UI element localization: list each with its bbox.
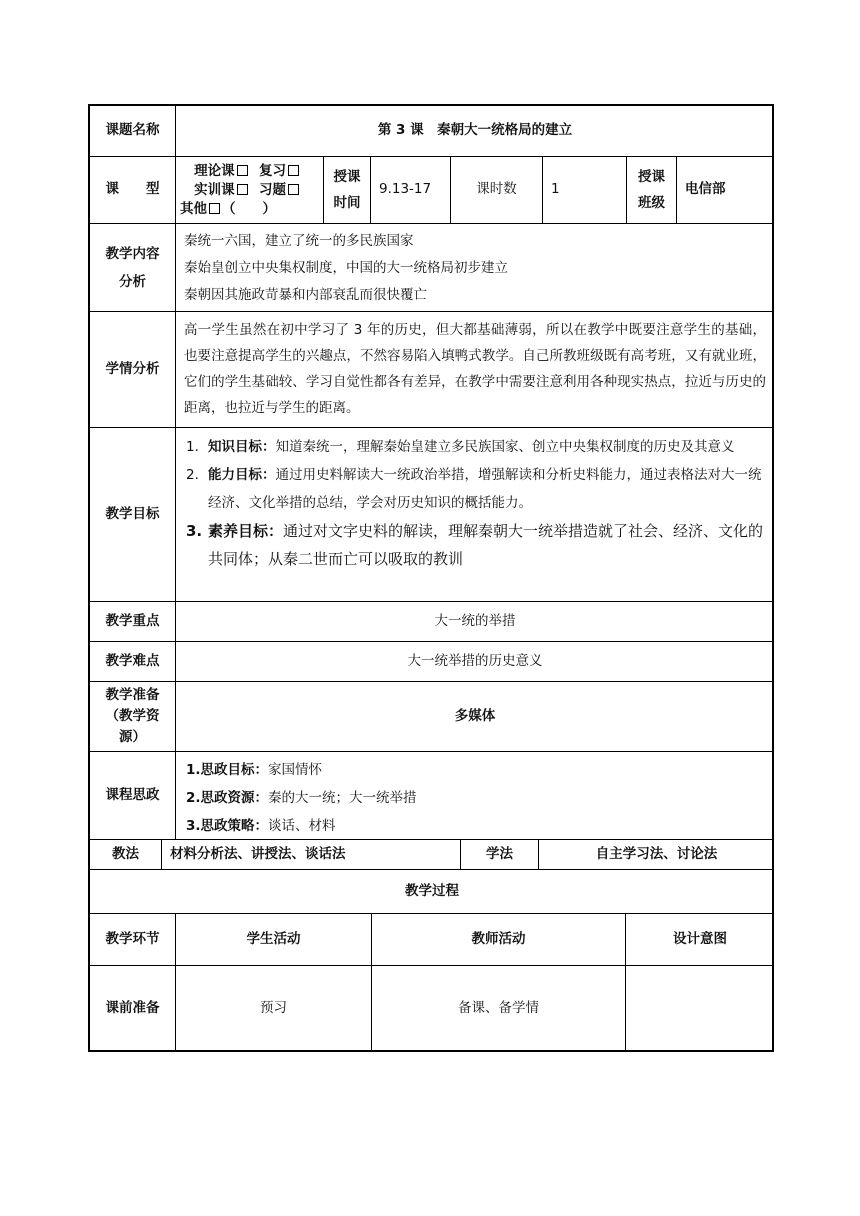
objective-title: 素养目标： xyxy=(208,522,284,540)
content-label xyxy=(90,224,176,311)
preparation-label-line-1: 教学准备 xyxy=(105,687,160,703)
ideology-title: 1.思政目标： xyxy=(186,762,269,778)
content-label-line-1: 教学内容 xyxy=(105,245,160,262)
option-other-blank: （ ） xyxy=(222,200,276,217)
objective-item xyxy=(186,433,766,461)
ideology-text: 谈话、材料 xyxy=(268,818,336,834)
objective-item xyxy=(186,461,766,517)
content-line: 秦统一六国，建立了统一的多民族国家 xyxy=(184,233,414,249)
hours-label: 课时数 xyxy=(451,157,543,223)
class-value: 电信部 xyxy=(685,181,726,198)
learners-row xyxy=(90,312,772,428)
ideology-text: 秦的大一统；大一统举措 xyxy=(268,790,417,806)
topic-row xyxy=(90,106,772,157)
type-option-line-3 xyxy=(180,200,276,219)
time-value: 9.13-17 xyxy=(371,157,451,223)
process-title-row xyxy=(90,870,772,914)
objective-text: 知道秦统一，理解秦始皇建立多民族国家、创立中央集权制度的历史及其意义 xyxy=(275,439,735,455)
checkbox-icon[interactable] xyxy=(237,165,248,176)
ideology-title: 3.思政策略： xyxy=(186,818,269,834)
objective-text: 通过用史料解读大一统政治举措，增强解读和分析史料能力，通过表格法对大一统经济、文化举措的总结，学会对历史知识的概括能力。 xyxy=(208,467,762,511)
time-label-line-1: 授课 xyxy=(333,169,361,185)
teacher-activity-header: 教师活动 xyxy=(372,914,626,965)
key-point-label: 教学重点 xyxy=(90,602,176,641)
time-label-line-2: 时间 xyxy=(333,195,361,211)
ideology-item xyxy=(186,756,764,784)
checkbox-icon[interactable] xyxy=(209,203,220,214)
option-other: 其他 xyxy=(180,200,207,217)
content-lines xyxy=(176,224,774,311)
ideology-list xyxy=(176,752,774,839)
process-teacher-activity: 备课、备学情 xyxy=(372,966,626,1052)
teach-method-value: 材料分析法、讲授法、谈话法 xyxy=(162,840,461,869)
content-line: 秦朝因其施政苛暴和内部衰乱而很快覆亡 xyxy=(184,287,427,303)
objectives-row xyxy=(90,428,772,602)
difficulty-value: 大一统举措的历史意义 xyxy=(407,652,543,669)
stage-header: 教学环节 xyxy=(90,914,176,965)
process-row xyxy=(90,966,772,1052)
ideology-item xyxy=(186,812,764,840)
content-line: 秦始皇创立中央集权制度，中国的大一统格局初步建立 xyxy=(184,260,508,276)
checkbox-icon[interactable] xyxy=(237,184,248,195)
option-practice: 实训课 xyxy=(194,181,235,198)
process-header-row xyxy=(90,914,772,966)
lesson-plan-table xyxy=(88,104,774,1052)
objective-number: 3. xyxy=(186,522,203,540)
content-row xyxy=(90,224,772,312)
type-options xyxy=(176,157,324,223)
learn-method-label: 学法 xyxy=(461,840,539,869)
type-row xyxy=(90,157,772,224)
objective-title: 能力目标： xyxy=(208,467,276,483)
class-label-line-2: 班级 xyxy=(638,195,665,211)
ideology-row xyxy=(90,752,772,840)
objective-text: 通过对文字史料的解读，理解秦朝大一统举措造就了社会、经济、文化的共同体；从秦二世而亡可以吸取的教训 xyxy=(208,522,764,568)
ideology-item xyxy=(186,784,764,812)
objective-number: 1. xyxy=(186,439,199,455)
time-label xyxy=(324,157,371,223)
option-review: 复习 xyxy=(259,162,287,179)
methods-row xyxy=(90,840,772,870)
process-title: 教学过程 xyxy=(405,882,459,899)
preparation-value: 多媒体 xyxy=(454,707,496,724)
process-stage: 课前准备 xyxy=(90,966,176,1052)
objective-number: 2. xyxy=(186,467,199,483)
preparation-label xyxy=(90,682,176,751)
preparation-label-line-2: （教学资 xyxy=(105,708,160,724)
learners-label: 学情分析 xyxy=(90,312,176,427)
process-student-activity: 预习 xyxy=(176,966,372,1052)
checkbox-icon[interactable] xyxy=(288,165,299,176)
objective-title: 知识目标： xyxy=(208,439,276,455)
ideology-label: 课程思政 xyxy=(90,752,176,839)
option-theory: 理论课 xyxy=(194,162,235,179)
ideology-text: 家国情怀 xyxy=(268,762,323,778)
type-label: 课 型 xyxy=(90,157,176,223)
preparation-label-line-3: 源） xyxy=(119,729,146,745)
objective-item xyxy=(186,517,766,573)
difficulty-label: 教学难点 xyxy=(90,642,176,681)
objectives-list xyxy=(176,428,774,601)
key-point-row xyxy=(90,602,772,642)
class-label xyxy=(627,157,677,223)
key-point-value: 大一统的举措 xyxy=(434,612,516,629)
hours-value: 1 xyxy=(543,157,627,223)
process-design-intent xyxy=(626,966,774,1052)
learners-text: 高一学生虽然在初中学习了 3 年的历史，但大都基础薄弱，所以在教学中既要注意学生的基础，也要注意提高学生的兴趣点，不然容易陷入填鸭式教学。自己所教班级既有高考班，又有就业班，它们的学生基础较、学习自觉性都各有差异，在教学中需要注意利用各种现实热点，拉近与历史的距离，也拉近与学生的距离。 xyxy=(184,322,766,416)
teach-method-label: 教法 xyxy=(90,840,162,869)
ideology-title: 2.思政资源： xyxy=(186,790,269,806)
objectives-label: 教学目标 xyxy=(90,428,176,601)
learn-method-value: 自主学习法、讨论法 xyxy=(595,845,718,862)
checkbox-icon[interactable] xyxy=(288,184,299,195)
topic-label: 课题名称 xyxy=(90,106,176,156)
content-label-line-2: 分析 xyxy=(119,273,146,290)
type-option-line-2 xyxy=(180,181,301,200)
preparation-row xyxy=(90,682,772,752)
type-option-line-1 xyxy=(180,162,301,181)
class-label-line-1: 授课 xyxy=(638,169,665,185)
design-intent-header: 设计意图 xyxy=(673,930,727,947)
topic-value: 第 3 课 秦朝大一统格局的建立 xyxy=(377,122,573,139)
difficulty-row xyxy=(90,642,772,682)
student-activity-header: 学生活动 xyxy=(176,914,372,965)
option-exercise: 习题 xyxy=(259,181,287,198)
